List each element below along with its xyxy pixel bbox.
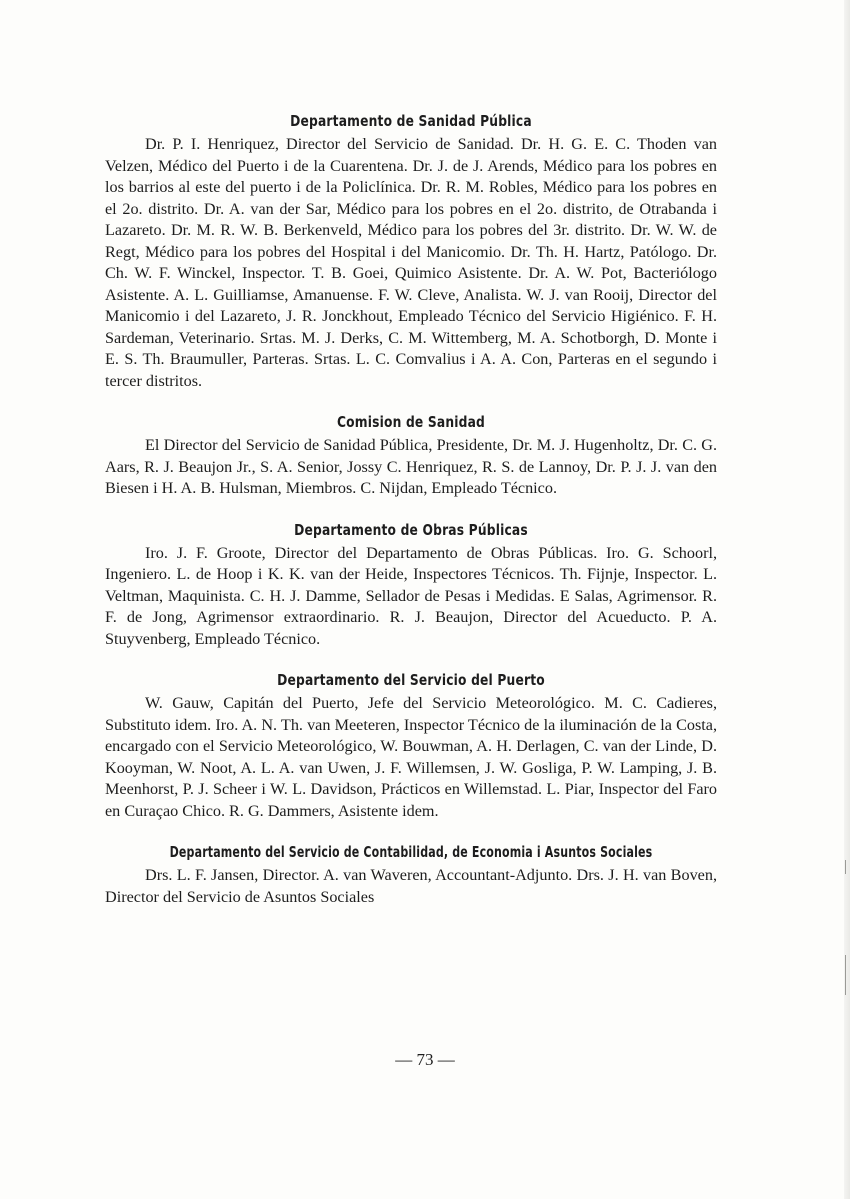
section-obras-publicas	[105, 519, 717, 651]
section-title: Departamento de Sanidad Pública	[290, 112, 532, 130]
section-paragraph: El Director del Servicio de Sanidad Pública, Presidente, Dr. M. J. Hugenholtz, Dr. C. G. Aars, R. J. Beaujon Jr., S. A. Senior, Jossy C. Henriquez, R. S. de Lannoy, Dr. P. J. J. van den Biesen i H. A. B. Hulsman, Miembros. C. Nijdan, Empleado Técnico.	[105, 436, 717, 497]
section-paragraph: W. Gauw, Capitán del Puerto, Jefe del Servicio Meteorológico. M. C. Cadieres, Substituto idem. Iro. A. N. Th. van Meeteren, Inspector Técnico de la iluminación de la Costa, encargado con el Servicio Meteorológico, W. Bouwman, A. H. Derlagen, C. van der Linde, D. Kooyman, W. Noot, A. L. A. van Uwen, J. F. Willemsen, J. W. Gosliga, P. W. Lamping, J. B. Meenhorst, P. J. Scheer i W. L. Davidson, Prácticos en Willemstad. L. Piar, Inspector del Faro en Curaçao Chico. R. G. Dammers, Asistente idem.	[105, 694, 717, 820]
section-servicio-puerto	[105, 669, 717, 822]
section-title: Departamento del Servicio del Puerto	[277, 671, 545, 689]
page-number: — 73 —	[395, 1050, 455, 1069]
section-contabilidad	[105, 841, 717, 908]
section-paragraph: Dr. P. I. Henriquez, Director del Servicio de Sanidad. Dr. H. G. E. C. Thoden van Velzen, Médico del Puerto i de la Cuarentena. Dr. J. de J. Arends, Médico para los pobres en los barrios al este del puerto i de la Policlínica. Dr. R. M. Robles, Médico para los pobres en el 2o. distrito. Dr. A. van der Sar, Médico para los pobres en el 2o. distrito, de Otrabanda i Lazareto. Dr. M. R. W. B. Berkenveld, Médico para los pobres del 3r. distrito. Dr. W. W. de Regt, Médico para los pobres del Hospital i del Manicomio. Dr. Th. H. Hartz, Patólogo. Dr. Ch. W. F. Winckel, Inspector. T. B. Goei, Quimico Asistente. Dr. A. W. Pot, Bacteriólogo Asistente. A. L. Guilliamse, Amanuense. F. W. Cleve, Analista. W. J. van Rooij, Director del Manicomio i del Lazareto, J. R. Jonckhout, Empleado Técnico del Servicio Higiénico. F. H. Sardeman, Veterinario. Srtas. M. J. Derks, C. M. Wittemberg, M. A. Schotborgh, D. Monte i E. S. Th. Braumuller, Parteras. Srtas. L. C. Comvalius i A. A. Con, Parteras en el segundo i tercer distritos.	[105, 135, 717, 390]
scan-mark	[845, 860, 846, 874]
scan-mark	[845, 955, 846, 995]
section-title: Departamento de Obras Públicas	[294, 520, 528, 539]
scan-edge	[844, 0, 850, 1199]
section-title: Departamento del Servicio de Contabilidad, de Economia i Asuntos Sociales	[169, 843, 653, 861]
section-sanidad-publica	[105, 110, 717, 392]
section-title: Comision de Sanidad	[336, 413, 486, 431]
section-paragraph: Drs. L. F. Jansen, Director. A. van Waveren, Accountant-Adjunto. Drs. J. H. van Boven, Director del Servicio de Asuntos Sociales	[105, 866, 717, 906]
section-comision-sanidad	[105, 411, 717, 500]
text-column	[105, 110, 717, 927]
section-paragraph: Iro. J. F. Groote, Director del Departamento de Obras Públicas. Iro. G. Schoorl, Ingeniero. L. de Hoop i K. K. van der Heide, Inspectores Técnicos. Th. Fijnje, Inspector. L. Veltman, Maquinista. C. H. J. Damme, Sellador de Pesas i Medidas. E Salas, Agrimensor. R. F. de Jong, Agrimensor extraordinario. R. J. Beaujon, Director del Acueducto. P. A. Stuyvenberg, Empleado Técnico.	[105, 543, 717, 648]
